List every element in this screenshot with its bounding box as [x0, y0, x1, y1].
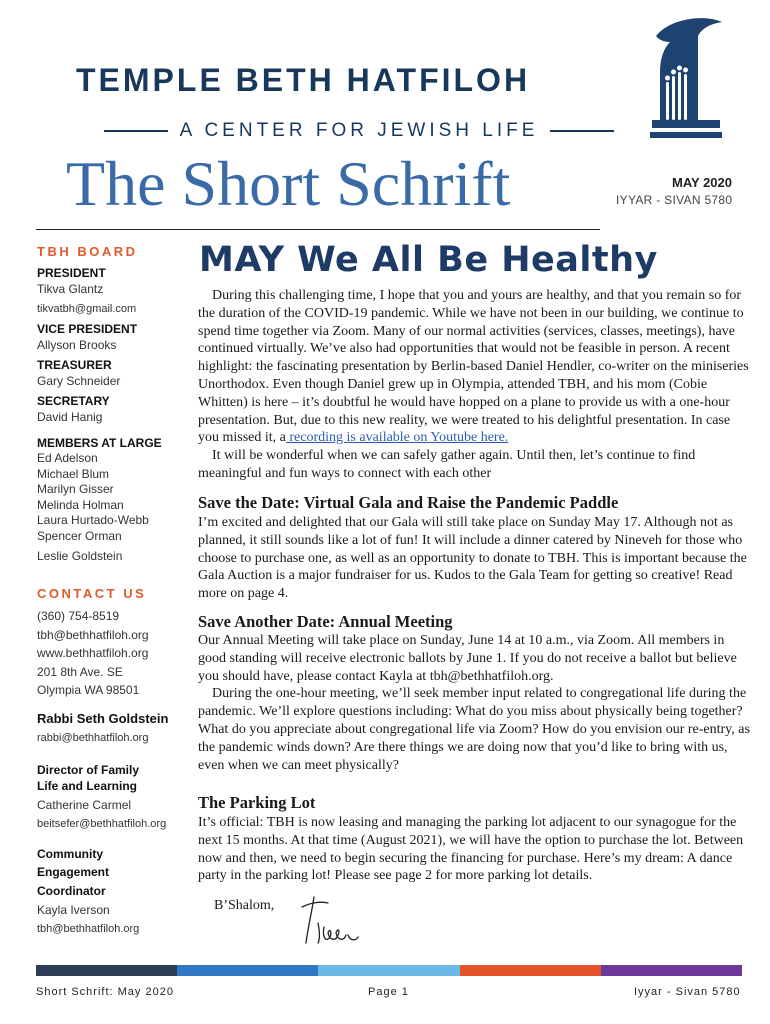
newsletter-title: The Short Schrift [66, 148, 511, 219]
youtube-recording-link[interactable]: recording is available on Youtube here. [285, 430, 509, 446]
main-headline: MAY We All Be Healthy [199, 240, 658, 280]
secretary-name: David Hanig [37, 410, 103, 424]
org-name: TEMPLE BETH HATFILOH [76, 62, 531, 98]
vice-president-name: Allyson Brooks [37, 338, 117, 352]
dfll-name: Catherine Carmel [37, 797, 132, 812]
footer-bar-segment [36, 965, 177, 976]
tagline-row [104, 118, 614, 144]
parking-lot-heading: The Parking Lot [198, 793, 316, 812]
header-divider [36, 229, 600, 230]
footer-hebrew-date: Iyyar - Sivan 5780 [634, 986, 741, 998]
gala-heading: Save the Date: Virtual Gala and Raise the Pandemic Paddle [198, 493, 619, 512]
member-list-item: Leslie Goldstein [37, 549, 123, 563]
annual-meeting-heading: Save Another Date: Annual Meeting [198, 612, 453, 631]
contact-heading: CONTACT US [37, 586, 147, 601]
signoff: B’Shalom, [214, 898, 275, 913]
contact-address-line2: Olympia WA 98501 [37, 683, 140, 697]
parking-paragraph: It’s official: TBH is now leasing and managing the parking lot adjacent to our synagogue for the next 15 months. At that time (August 2021), we will have the option to purchase the lot. Between now and then, we need to begin securing the financing for purchase. Here’s my dream: A dance party in the parking lot! Please see page 2 for more parking lot details. [198, 815, 744, 884]
footer-color-bar [36, 965, 742, 976]
rabbi-email[interactable]: rabbi@bethhatfiloh.org [37, 731, 149, 744]
president-name: Tikva Glantz [37, 282, 104, 296]
rabbi-name: Rabbi Seth Goldstein [37, 710, 169, 726]
dfll-email[interactable]: beitsefer@bethhatfiloh.org [37, 817, 167, 830]
meeting-paragraph-1: Our Annual Meeting will take place on Sunday, June 14 at 10 a.m., via Zoom. All members in good standing will receive electronic ballots by June 1. If you do not receive a ballot but believe you should have, please contact Kayla at tbh@bethhatfiloh.org. [198, 633, 737, 684]
parking-lot-article [198, 814, 754, 885]
president-label: PRESIDENT [37, 266, 106, 280]
tagline-rule-right [550, 130, 614, 132]
member-list-item: Michael Blum [37, 466, 110, 481]
contact-address-line1: 201 8th Ave. SE [37, 664, 123, 679]
meeting-paragraph-2: During the one-hour meeting, we’ll seek member input related to congregational life during the pandemic. We’ll explore questions including: What do you miss about physically being together? What do you appreciate about congregational life via Zoom? How do you envision our re-entry, as the pandemic winds down? Are there things we are doing now that you’d like to bring with us, even when we can meet physically? [198, 686, 750, 773]
tagline-rule-left [104, 130, 168, 132]
cec-title-line1: Community [37, 846, 103, 861]
cec-email[interactable]: tbh@bethhatfiloh.org [37, 922, 140, 935]
member-list-item: Spencer Orman [37, 528, 122, 543]
intro-paragraph [198, 287, 754, 447]
member-list-item: Ed Adelson [37, 451, 98, 465]
board-heading: TBH BOARD [37, 244, 138, 259]
cec-title-line2: Engagement [37, 864, 110, 879]
contact-email[interactable]: tbh@bethhatfiloh.org [37, 627, 149, 642]
intro-article [198, 287, 754, 483]
footer-page-number: Page 1 [368, 986, 409, 998]
cec-title-line3: Coordinator [37, 883, 106, 898]
intro-paragraph-2: It will be wonderful when we can safely gather again. Until then, let’s continue to find meaningful and fun ways to connect with each other [198, 448, 696, 481]
gala-paragraph: I’m excited and delighted that our Gala will still take place on Sunday May 17. Although not as planned, it still sounds like a lot of fun! It will include a dinner catered by Nineveh for those who choose to purchase one, as well as an opportunity to donate to TBH. This is important because the Gala Auction is a major fundraiser for us. Kudos to the Gala Team for getting so creative! Read more on page 4. [198, 515, 747, 602]
treasurer-label: TREASURER [37, 358, 112, 372]
annual-meeting-article [198, 632, 754, 774]
member-list-item: Melinda Holman [37, 497, 124, 512]
cec-name: Kayla Iverson [37, 902, 110, 917]
vice-president-label: VICE PRESIDENT [37, 322, 138, 336]
footer-bar-segment [177, 965, 318, 976]
secretary-label: SECRETARY [37, 394, 110, 408]
footer-newsletter-label: Short Schrift: May 2020 [36, 986, 174, 998]
contact-website[interactable]: www.bethhatfiloh.org [37, 646, 149, 660]
dfll-title-line2: Life and Learning [37, 778, 138, 793]
footer-bar-segment [460, 965, 601, 976]
dfll-title-line1: Director of Family [37, 762, 140, 777]
treasurer-name: Gary Schneider [37, 374, 121, 388]
signature-icon [300, 893, 360, 949]
tagline: A CENTER FOR JEWISH LIFE [179, 120, 539, 141]
member-list-item: Marilyn Gisser [37, 482, 114, 496]
intro-text: During this challenging time, I hope that you and yours are healthy, and that you remain so for the duration of the COVID-19 pandemic. While we have not been in our building, we continue to spend time together via Zoom. Many of our normal activities (services, classes, meetings), have continued virtually. We’ve also had opportunities that would not be feasible in person. A recent highlight: the fascinating presentation by Berlin-based Daniel Hendler, co-writer on the miniseries Unorthodox. Even though Daniel grew up in Olympia, attended TBH, and his mom (Cobie Whitten) is here – it’s doubtful he would have hopped on a plane to provide us with a one-hour presentation. But, due to this new reality, we were treated to his delightful presentation. In case you missed it, a [198, 288, 749, 446]
footer-bar-segment [318, 965, 459, 976]
footer-bar-segment [601, 965, 742, 976]
temple-logo-icon [650, 14, 726, 144]
gala-article [198, 514, 754, 603]
issue-date: MAY 2020 [672, 175, 732, 190]
issue-hebrew-date: IYYAR - SIVAN 5780 [616, 193, 733, 207]
members-at-large-label: MEMBERS AT LARGE [37, 436, 162, 450]
president-email[interactable]: tikvatbh@gmail.com [37, 303, 137, 315]
member-list-item: Laura Hurtado-Webb [37, 513, 149, 527]
sidebar [37, 244, 187, 937]
contact-phone[interactable]: (360) 754-8519 [37, 609, 120, 623]
